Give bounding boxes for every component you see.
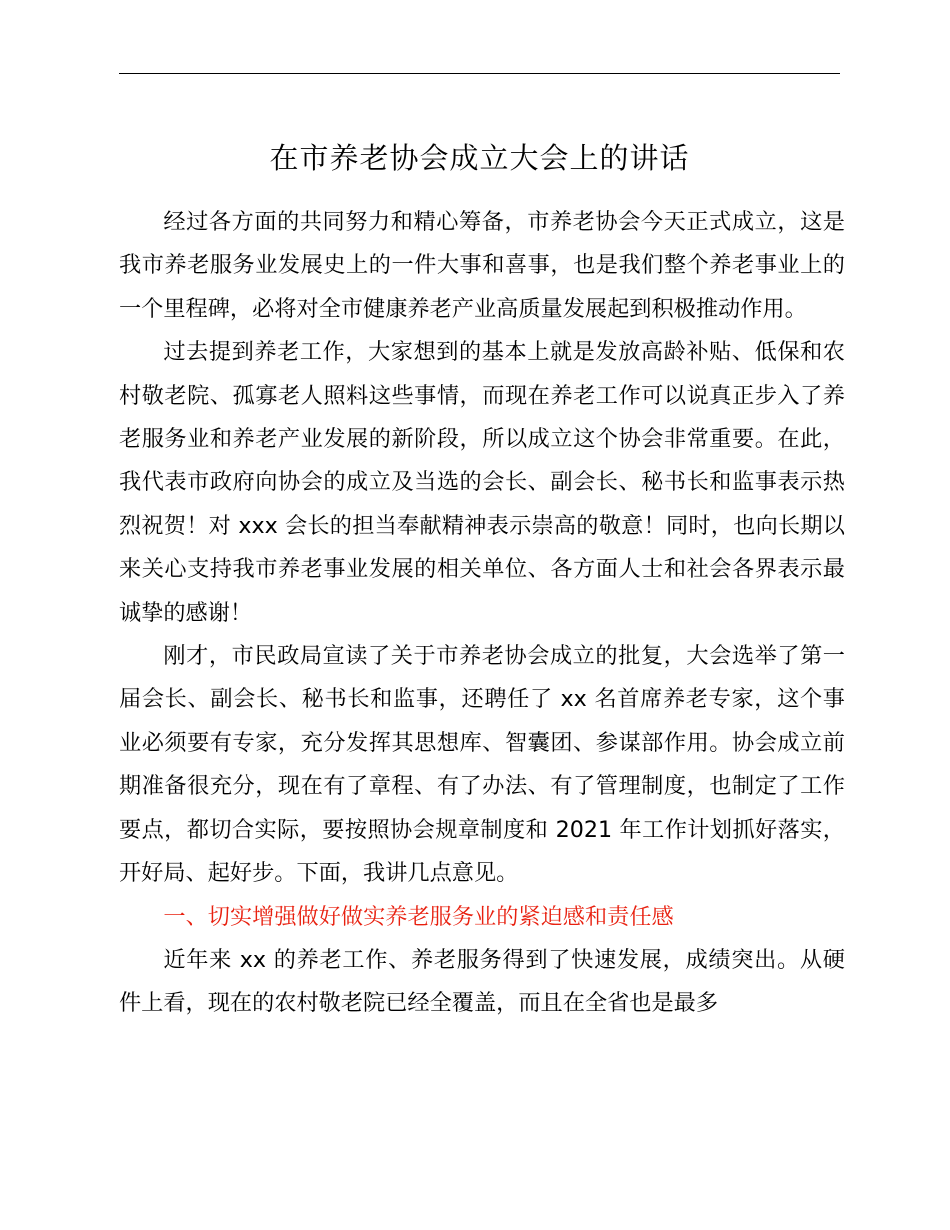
document-title: 在市养老协会成立大会上的讲话 — [269, 141, 690, 175]
section-heading: 一、切实增强做好做实养老服务业的紧迫感和责任感 — [163, 903, 674, 930]
paragraph-3: 刚才，市民政局宣读了关于市养老协会成立的批复，大会选举了第一届会长、副会长、秘书长和监事，还聘任了 xx 名首席养老专家，这个事业必须要有专家，充分发挥其思想库、智囊团、参谋部作用。协会成立前期准备很充分，现在有了章程、有了办法、有了管理制度，也制定了工作要点，都切合实际，要按照协会规章制度和 2021 年工作计划抓好落实，开好局、起好步。下面，我讲几点意见。 — [119, 643, 845, 887]
section-paragraph: 近年来 xx 的养老工作、养老服务得到了快速发展，成绩突出。从硬件上看，现在的农村敬老院已经全覆盖，而且在全省也是最多 — [119, 946, 845, 1017]
paragraph-2: 过去提到养老工作，大家想到的基本上就是发放高龄补贴、低保和农村敬老院、孤寡老人照料这些事情，而现在养老工作可以说真正步入了养老服务业和养老产业发展的新阶段，所以成立这个协会非常重要。在此，我代表市政府向协会的成立及当选的会长、副会长、秘书长和监事表示热烈祝贺！对 xxx 会长的担当奉献精神表示崇高的敬意！同时，也向长期以来关心支持我市养老事业发展的相关单位、各方面人士和社会各界表示最诚挚的感谢！ — [119, 339, 845, 626]
header-rule — [119, 73, 840, 74]
document-body — [119, 201, 845, 1026]
paragraph-1: 经过各方面的共同努力和精心筹备，市养老协会今天正式成立，这是我市养老服务业发展史上的一件大事和喜事，也是我们整个养老事业上的一个里程碑，必将对全市健康养老产业高质量发展起到积极推动作用。 — [119, 209, 845, 322]
